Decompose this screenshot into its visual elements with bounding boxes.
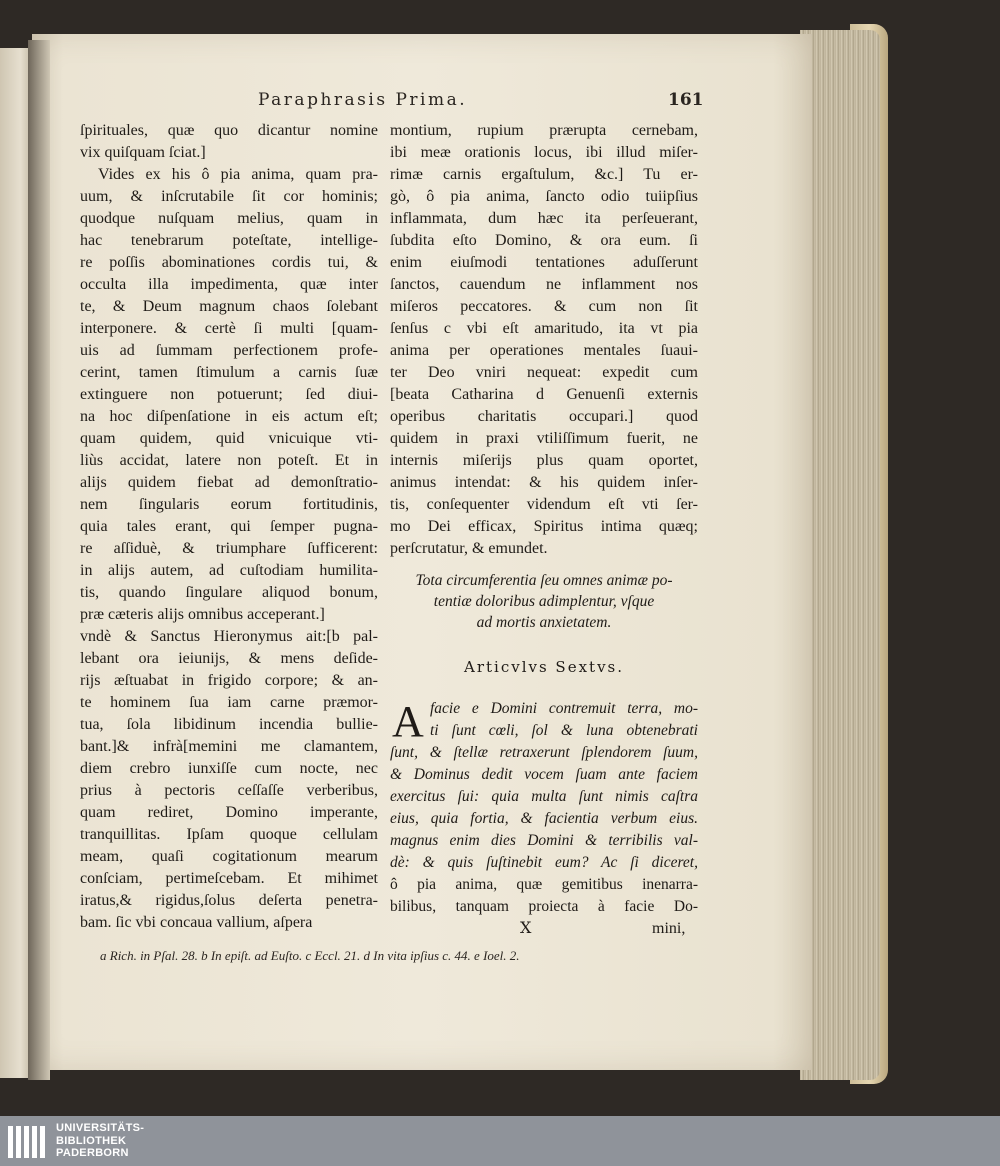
text-line: tentiæ doloribus adimplentur, vſque bbox=[433, 593, 655, 610]
text-line: conſciam, pertimeſcebam. Et mihimet bbox=[80, 870, 378, 887]
text-line: rijs æſtuabat in frigido corpore; & an- bbox=[80, 672, 378, 689]
library-name-line: BIBLIOTHEK bbox=[56, 1134, 127, 1147]
page-number: 161 bbox=[668, 90, 704, 110]
right-text-column bbox=[390, 120, 698, 560]
text-line: vndè & Sanctus Hieronymus ait:[b pal- bbox=[80, 628, 378, 645]
text-line: quam quidem, quid vnicuique vti- bbox=[80, 430, 378, 447]
text-line: quia tales erant, qui ſemper pugna- bbox=[80, 518, 378, 535]
text-line: Tota circumferentia ſeu omnes animæ po- bbox=[415, 572, 673, 589]
text-line: na hoc diſpenſatione in eis actum eſt; bbox=[80, 408, 378, 425]
text-line: re aſſiduè, & triumphare ſufficerent: bbox=[80, 540, 378, 557]
text-line: ſubdita eſto Domino, & ora eum. ſi bbox=[390, 232, 698, 249]
text-line: bant.]& infrà[memini me clamantem, bbox=[80, 738, 378, 755]
text-line: mo Dei efficax, Spiritus intima quæq; bbox=[390, 518, 698, 535]
text-line: perſcrutatur, & emundet. bbox=[390, 540, 548, 557]
catchword: mini, bbox=[652, 920, 686, 937]
text-line: ô pia anima, quæ gemitibus inenarra- bbox=[390, 876, 698, 893]
text-line: tua, ſola libidinum incendia bullie- bbox=[80, 716, 378, 733]
text-line: & Dominus dedit vocem ſuam ante faciem bbox=[390, 766, 698, 783]
library-name-line: PADERBORN bbox=[56, 1147, 129, 1159]
text-line: facie e Domini contremuit terra, mo- bbox=[430, 700, 698, 717]
text-line: re poſſis abominationes cordis tui, & bbox=[80, 254, 378, 271]
text-line: te hominem ſua iam carne præmor- bbox=[80, 694, 378, 711]
text-line: quidem in praxi vtiliſſimum fuerit, ne bbox=[390, 430, 698, 447]
text-line: quam rediret, Domino imperante, bbox=[80, 804, 378, 821]
text-line: bilibus, tanquam proiecta à facie Do- bbox=[390, 898, 698, 915]
text-line: ad mortis anxietatem. bbox=[476, 614, 612, 631]
text-line: miſeros peccatores. & cum non ſit bbox=[390, 298, 698, 315]
text-line: prius à pectoris ceſſaſſe verberibus, bbox=[80, 782, 378, 799]
text-line: magnus enim dies Domini & terribilis val- bbox=[390, 832, 698, 849]
text-line: gò, ô pia anima, ſancto odio tuiipſius bbox=[390, 188, 698, 205]
text-line: ſunt, & ſtellæ retraxerunt ſplendorem ſuum, bbox=[390, 744, 698, 761]
text-line: ti ſunt cœli, ſol & luna obtenebrati bbox=[430, 722, 698, 739]
text-line: te, & Deum magnum chaos ſolebant bbox=[80, 298, 378, 315]
text-line: rimæ carnis ergaſtulum, &c.] Tu er- bbox=[390, 166, 698, 183]
text-line: iratus,& rigidus,ſolus deſerta penetra- bbox=[80, 892, 378, 909]
text-line: liùs accidat, latere non poteſt. Et in bbox=[80, 452, 378, 469]
left-text-column bbox=[80, 120, 378, 934]
text-line: meam, quaſi cogitationum mearum bbox=[80, 848, 378, 865]
text-line: dè: & quis ſuſtinebit eum? Ac ſi diceret, bbox=[390, 854, 698, 871]
text-line: hac tenebrarum poteſtate, intellige- bbox=[80, 232, 378, 249]
text-line: enim eiuſmodi tentationes aduſſerunt bbox=[390, 254, 698, 271]
text-line: bam. ſic vbi concaua vallium, aſpera bbox=[80, 914, 313, 931]
italic-summary bbox=[390, 570, 698, 633]
article-text bbox=[390, 698, 698, 918]
drop-cap: A bbox=[392, 697, 424, 746]
text-line: tis, quando ſingulare aliquod bonum, bbox=[80, 584, 378, 601]
text-line: internis miſerijs plus quam oportet, bbox=[390, 452, 698, 469]
text-line: quodque nuſquam melius, quam in bbox=[80, 210, 378, 227]
text-line: animus intendat: & his quidem inſer- bbox=[390, 474, 698, 491]
text-line: montium, rupium prærupta cernebam, bbox=[390, 122, 698, 139]
text-line: anima per operationes mentales ſuaui- bbox=[390, 342, 698, 359]
text-line: ſanctos, cauendum ne inflamment nos bbox=[390, 276, 698, 293]
text-line: tranquillitas. Ipſam quoque cellulam bbox=[80, 826, 378, 843]
text-line: in alijs autem, ad cuſtodiam humilita- bbox=[80, 562, 378, 579]
text-line: occulta illa impedimenta, quæ inter bbox=[80, 276, 378, 293]
text-line: præ cæteris alijs omnibus acceperant.] bbox=[80, 606, 325, 623]
running-title: Paraphrasis Prima. bbox=[258, 90, 468, 110]
library-name-line: UNIVERSITÄTS- bbox=[56, 1122, 145, 1134]
text-line: operibus charitatis occupari.] quod bbox=[390, 408, 698, 425]
text-line: ibi meæ orationis locus, ibi illud miſer- bbox=[390, 144, 698, 161]
library-name bbox=[56, 1122, 144, 1160]
text-line: interponere. & certè ſi multi [quam- bbox=[80, 320, 378, 337]
text-line: ter Deo vniri nequeat: expedit cum bbox=[390, 364, 698, 381]
text-line: exercitus ſui: quia multa ſunt nimis caſtra bbox=[390, 788, 698, 805]
text-line: cerint, tamen ſtimulum a carnis ſuæ bbox=[80, 364, 378, 381]
library-footer-bar bbox=[0, 1116, 1000, 1166]
text-line: nem ſingularis eorum fortitudinis, bbox=[80, 496, 378, 513]
text-line: Vides ex his ô pia anima, quam pra- bbox=[98, 166, 378, 183]
text-line: alijs quidem fiebat ad demonſtratio- bbox=[80, 474, 378, 491]
text-line: lebant ora ieiunijs, & mens deſide- bbox=[80, 650, 378, 667]
text-line: uum, & inſcrutabile ſit cor hominis; bbox=[80, 188, 378, 205]
text-line: extinguere non potuerunt; ſed diui- bbox=[80, 386, 378, 403]
text-line: uis ad ſummam perfectionem profe- bbox=[80, 342, 378, 359]
text-line: vix quiſquam ſciat.] bbox=[80, 144, 206, 161]
text-line: ſpirituales, quæ quo dicantur nomine bbox=[80, 122, 378, 139]
footnotes: a Rich. in Pſal. 28. b In epiſt. ad Euſto. c Eccl. 21. d In vita ipſius c. 44. e Ioel. 2. bbox=[100, 948, 520, 963]
text-line: ſenſus c vbi eſt amaritudo, ita vt pia bbox=[390, 320, 698, 337]
text-line: inflammata, dum hæc ita perſeuerant, bbox=[390, 210, 698, 227]
text-line: tis, conſequenter videndum eſt vti ſer- bbox=[390, 496, 698, 513]
text-line: eius, quia fortia, & facientia verbum eius. bbox=[390, 810, 698, 827]
signature-mark: X bbox=[520, 918, 532, 937]
text-line: [beata Catharina d Genuenſi externis bbox=[390, 386, 698, 403]
page-block-edges bbox=[800, 30, 880, 1080]
book-gutter bbox=[28, 40, 50, 1080]
text-line: diem crebro iunxiſſe cum nocte, nec bbox=[80, 760, 378, 777]
library-logo-icon bbox=[6, 1124, 48, 1160]
article-heading: Articvlvs Sextvs. bbox=[463, 658, 625, 676]
